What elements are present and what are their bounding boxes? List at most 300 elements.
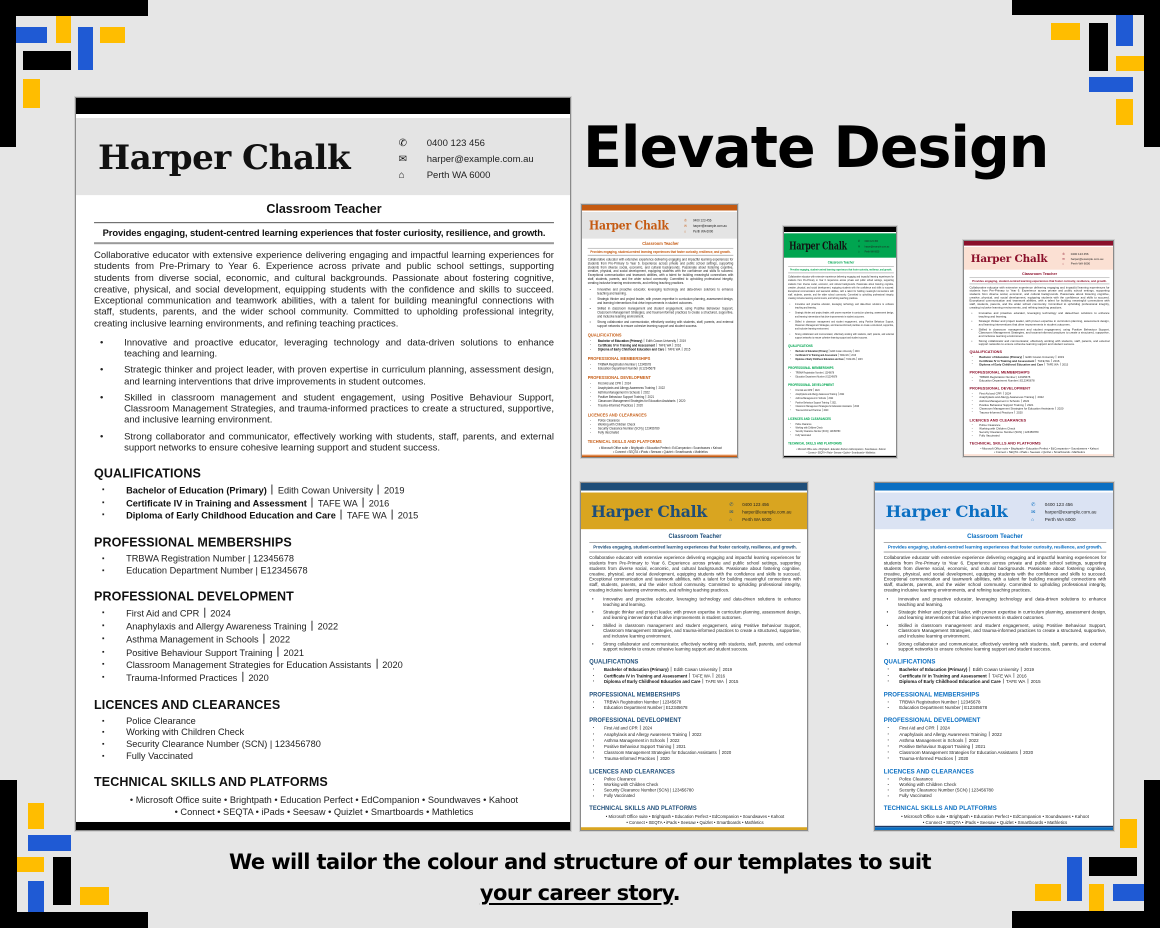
- qualification-item: ▪ Certificate IV in Training and Assessment TAFE WA 2016: [899, 673, 1106, 679]
- resume-role: Classroom Teacher: [642, 241, 679, 246]
- development-item: ▪ Trauma-Informed Practices 2020: [979, 411, 1109, 415]
- licence-item: ▪ Fully Vaccinated: [899, 793, 1106, 799]
- development-item: ▪ Classroom Management Strategies for Education Assistants 2020: [604, 750, 801, 756]
- contact-location: [1031, 516, 1096, 524]
- qualifications-list: [788, 349, 894, 361]
- highlight-item: • Strong collaborator and communicator, effectively working with students, staff, parents, and external support networks to ensure cohesive learning support and student success.: [124, 431, 554, 453]
- section-heading-development: PROFESSIONAL DEVELOPMENT: [969, 386, 1031, 391]
- qualification-item: ▪ Certificate IV in Training and Assessment TAFE WA 2016: [979, 359, 1109, 363]
- skills-list: [884, 815, 1107, 826]
- licence-item: ▪ Working with Children Check: [979, 427, 1109, 430]
- qualification-item: ▪ Diploma of Early Childhood Education and Care TAFE WA 2015: [979, 363, 1109, 367]
- contact-location: [399, 167, 534, 183]
- membership-item: ▪ Education Department Number | E12345678: [899, 705, 1106, 711]
- resume-name: Harper Chalk: [591, 502, 707, 522]
- section-heading-qualifications: QUALIFICATIONS: [969, 349, 1003, 355]
- location-text: Perth WA 6000: [1044, 517, 1076, 523]
- deco-block: [1089, 77, 1133, 92]
- memberships-list: [94, 554, 554, 577]
- home-icon: ⌂: [858, 249, 860, 254]
- resume-summary: Collaborative educator with extensive experience delivering engaging and impactful learning experiences for students from Pre-Primary to Year 6. Experience across private and public school settings, supporting students from diverse social, economic, and cultural backgrounds. Passionate about fostering cognitive, creative, physical, and social development, equipping students with the confidence and skills to succeed. Exceptional communication and teamwork abilities, with a talent for building meaningful connections with staff, students, parents, and the wider school community. Committed to upholding professional integrity, creating inclusive learning environments, and refining teaching practices.: [589, 555, 801, 593]
- resume-summary: Collaborative educator with extensive experience delivering engaging and impactful learning experiences for students from Pre-Primary to Year 6. Experience across private and public school settings, supporting students from diverse social, economic, and cultural backgrounds. Passionate about fostering cognitive, creative, physical, and social development, equipping students with the confidence and skills to succeed. Exceptional communication and teamwork abilities, with a talent for building meaningful connections with staff, students, parents, and the wider school community. Committed to upholding professional integrity, creating inclusive learning environments, and refining teaching practices.: [94, 250, 554, 330]
- section-heading-development: PROFESSIONAL DEVELOPMENT: [883, 716, 981, 724]
- resume-contact: [399, 135, 534, 183]
- highlight-item: • Innovative and proactive educator, leveraging technology and data-driven solutions to enhance teaching and learning.: [898, 597, 1106, 608]
- deco-block: [1113, 884, 1144, 901]
- deco-block: [17, 857, 44, 872]
- development-item: ▪ Anaphylaxis and Allergy Awareness Training 2022: [796, 392, 894, 396]
- membership-item: ▪ Education Department Number | E12345678: [604, 705, 801, 711]
- section-heading-skills: TECHNICAL SKILLS AND PLATFORMS: [788, 441, 842, 446]
- membership-item: ▪ Education Department Number | E12345678: [796, 375, 894, 379]
- resume-name: Harper Chalk: [789, 239, 847, 253]
- phone-text: 0400 123 456: [1070, 252, 1089, 256]
- highlights-list: [94, 337, 554, 453]
- licence-item: ▪ Fully Vaccinated: [598, 431, 733, 435]
- deco-block: [80, 887, 109, 905]
- resume-body: [94, 202, 554, 818]
- resume-summary: Collaborative educator with extensive experience delivering engaging and impactful learning experiences for students from Pre-Primary to Year 6. Experience across private and public school settings, supporting students from diverse social, economic, and cultural backgrounds. Passionate about fostering cognitive, creative, physical, and social development, equipping students with the confidence and skills to succeed. Exceptional communication and teamwork abilities, with a talent for building meaningful connections with staff, students, parents, and the wider school community. Committed to upholding professional integrity, creating inclusive learning environments, and refining teaching practices.: [788, 275, 894, 301]
- licence-item: ▪ Fully Vaccinated: [126, 751, 554, 763]
- section-heading-qualifications: QUALIFICATIONS: [883, 658, 936, 665]
- section-heading-licences: LICENCES AND CLEARANCES: [788, 416, 831, 421]
- resume-tagline: Provides engaging, student-centred learning experiences that foster curiosity, resilience, and growth.: [972, 279, 1107, 283]
- resume-bottom-bar: [784, 456, 897, 458]
- resume-body: [588, 241, 734, 454]
- development-item: ▪ Asthma Management in Schools 2022: [979, 399, 1109, 403]
- licences-list: [588, 419, 734, 435]
- phone-icon: ✆: [684, 218, 687, 223]
- qualification-item: ▪ Bachelor of Education (Primary) Edith Cowan University 2019: [796, 349, 894, 353]
- qualification-item: ▪ Certificate IV in Training and Assessment TAFE WA 2016: [604, 673, 801, 679]
- divider: [884, 552, 1107, 553]
- skills-line: • Microsoft Office suite • Brightpath • Education Perfect • EdCompanion • Soundwaves • Kahoot: [599, 446, 722, 450]
- phone-text: 0400 123 456: [693, 218, 712, 223]
- qualification-item: ▪ Diploma of Early Childhood Education and Care TAFE WA 2015: [604, 679, 801, 685]
- resume-page: [581, 483, 808, 831]
- skills-line: • Microsoft Office suite • Brightpath • Education Perfect • EdCompanion • Soundwaves • Kahoot: [980, 447, 1099, 451]
- qualification-item: ▪ Diploma of Early Childhood Education and Care TAFE WA 2015: [796, 357, 894, 361]
- section-heading-licences: LICENCES AND CLEARANCES: [587, 412, 647, 418]
- footer-period: .: [672, 881, 681, 905]
- deco-block: [28, 803, 44, 829]
- deco-bar: [0, 780, 17, 928]
- development-list: [589, 726, 800, 762]
- resume-contact: [858, 239, 889, 254]
- resume-bottom-bar: [76, 822, 571, 831]
- licence-item: ▪ Security Clearance Number (SCN) | 123456780: [604, 788, 801, 794]
- highlight-item: • Innovative and proactive educator, leveraging technology and data-driven solutions to enhance teaching and learning.: [795, 303, 894, 310]
- skills-list: [969, 447, 1109, 454]
- section-heading-qualifications: QUALIFICATIONS: [94, 466, 201, 481]
- memberships-list: [788, 371, 894, 378]
- highlights-list: [589, 597, 800, 652]
- highlight-item: • Skilled in classroom management and student engagement, using Positive Behaviour Support, Classroom Management Strategies, and trauma-informed practices to create a structured, supportive, and inclusive learning environment.: [979, 328, 1110, 338]
- deco-block: [28, 881, 44, 912]
- development-item: ▪ Positive Behaviour Support Training 2021: [979, 403, 1109, 407]
- qualifications-list: [969, 355, 1109, 366]
- development-item: ▪ Trauma-Informed Practices 2020: [604, 756, 801, 762]
- licence-item: ▪ Working with Children Check: [126, 727, 554, 739]
- resume-preview-maroon[interactable]: [963, 240, 1114, 457]
- home-icon: ⌂: [1031, 517, 1035, 523]
- licence-item: ▪ Police Clearance: [979, 424, 1109, 427]
- qualification-item: ▪ Certificate IV in Training and Assessment TAFE WA 2016: [126, 497, 554, 510]
- development-item: ▪ Trauma-Informed Practices 2020: [126, 672, 554, 685]
- resume-role: Classroom Teacher: [967, 532, 1023, 540]
- highlight-item: • Strategic thinker and project leader, with proven expertise in curriculum planning, assessment design, and learning interventions that drive improvements in student outcomes.: [124, 365, 554, 387]
- phone-text: 0400 123 456: [742, 501, 769, 508]
- home-icon: ⌂: [729, 517, 733, 523]
- resume-role: Classroom Teacher: [266, 202, 382, 217]
- licences-list: [969, 424, 1109, 438]
- deco-block: [78, 27, 93, 70]
- development-item: ▪ Positive Behaviour Support Training 2021: [899, 744, 1106, 750]
- resume-preview-green[interactable]: [783, 226, 897, 458]
- skills-line: • Connect • SEQTA • iPads • Seesaw • Quizlet • Smartboards • Mathletics: [922, 820, 1068, 825]
- contact-email: [729, 508, 791, 516]
- development-item: ▪ Anaphylaxis and Allergy Awareness Training 2022: [979, 396, 1109, 400]
- section-heading-skills: TECHNICAL SKILLS AND PLATFORMS: [969, 441, 1041, 446]
- email-icon: ✉: [684, 224, 687, 229]
- phone-icon: ✆: [1031, 501, 1036, 508]
- resume-summary: Collaborative educator with extensive experience delivering engaging and impactful learning experiences for students from Pre-Primary to Year 6. Experience across private and public school settings, supporting students from diverse social, economic, and cultural backgrounds. Passionate about fostering cognitive, creative, physical, and social development, equipping students with the confidence and skills to succeed. Exceptional communication and teamwork abilities, with a talent for building meaningful connections with staff, students, parents, and the wider school community. Committed to upholding professional integrity, creating inclusive learning environments, and refining teaching practices.: [969, 285, 1110, 310]
- section-heading-development: PROFESSIONAL DEVELOPMENT: [589, 716, 682, 724]
- licence-item: ▪ Security Clearance Number (SCN) | 123456780: [899, 788, 1106, 794]
- home-icon: ⌂: [684, 229, 687, 234]
- qualification-item: ▪ Diploma of Early Childhood Education and Care TAFE WA 2015: [126, 510, 554, 523]
- email-icon: ✉: [1062, 257, 1065, 261]
- phone-icon: ✆: [1062, 252, 1065, 256]
- email-icon: ✉: [398, 153, 408, 165]
- development-item: ▪ Classroom Management Strategies for Education Assistants 2020: [598, 399, 733, 403]
- resume-contact: [729, 501, 791, 524]
- resume-summary: Collaborative educator with extensive experience delivering engaging and impactful learning experiences for students from Pre-Primary to Year 6. Experience across private and public school settings, supporting students from diverse social, economic, and cultural backgrounds. Passionate about fostering cognitive, creative, physical, and social development, equipping students with the confidence and skills to succeed. Exceptional communication and teamwork abilities, with a talent for building meaningful connections with staff, students, parents, and the wider school community. Committed to upholding professional integrity, creating inclusive learning environments, and refining teaching practices.: [587, 257, 734, 285]
- development-item: ▪ Positive Behaviour Support Training 2021: [598, 395, 733, 399]
- licence-item: ▪ Security Clearance Number (SCN) | 123456780: [598, 427, 733, 431]
- highlight-item: • Innovative and proactive educator, leveraging technology and data-driven solutions to enhance teaching and learning.: [603, 597, 801, 608]
- contact-location: [729, 516, 791, 524]
- development-list: [94, 608, 554, 684]
- highlight-item: • Strategic thinker and project leader, with proven expertise in curriculum planning, assessment design, and learning interventions that drive improvements in student outcomes.: [979, 320, 1110, 327]
- email-text: harper@example.com.au: [693, 224, 727, 229]
- resume-preview-blue[interactable]: [874, 482, 1114, 831]
- resume-name: Harper Chalk: [970, 252, 1048, 265]
- section-heading-development: PROFESSIONAL DEVELOPMENT: [94, 590, 294, 605]
- highlight-item: • Skilled in classroom management and student engagement, using Positive Behaviour Support, Classroom Management Strategies, and trauma-informed practices to create a structured, supportive, and inclusive learning environment.: [898, 623, 1106, 639]
- contact-location: [858, 249, 889, 254]
- development-item: ▪ Anaphylaxis and Allergy Awareness Training 2022: [899, 732, 1106, 738]
- phone-text: 0400 123 456: [1044, 501, 1073, 508]
- section-heading-memberships: PROFESSIONAL MEMBERSHIPS: [883, 691, 980, 698]
- resume-tagline: Provides engaging, student-centred learning experiences that foster curiosity, resilience, and growth.: [590, 249, 731, 254]
- development-item: ▪ Positive Behaviour Support Training 2021: [604, 744, 801, 750]
- resume-name: Harper Chalk: [885, 502, 1008, 522]
- resume-tagline: Provides engaging, student-centred learning experiences that foster curiosity, resilience, and growth.: [593, 544, 797, 550]
- skills-line: • Connect • SEQTA • iPads • Seesaw • Quizlet • Smartboards • Mathletics: [994, 450, 1085, 454]
- resume-bottom-bar: [581, 827, 808, 831]
- development-item: ▪ Asthma Management in Schools 2022: [899, 738, 1106, 744]
- deco-bar: [0, 912, 148, 928]
- location-text: Perth WA 6000: [693, 229, 714, 234]
- development-item: ▪ Trauma-Informed Practices 2020: [598, 404, 733, 408]
- section-heading-licences: LICENCES AND CLEARANCES: [969, 418, 1027, 423]
- resume-page: [582, 205, 738, 458]
- resume-contact: [684, 218, 727, 235]
- skills-line: • Microsoft Office suite • Brightpath • Education Perfect • EdCompanion • Soundwaves • Kahoot: [901, 814, 1089, 820]
- resume-role: Classroom Teacher: [827, 259, 855, 265]
- licence-item: ▪ Working with Children Check: [598, 423, 733, 427]
- resume-page: [964, 241, 1114, 457]
- development-item: ▪ First Aid and CPR 2024: [126, 608, 554, 621]
- highlights-list: [588, 288, 734, 328]
- contact-email: [399, 151, 534, 167]
- highlight-item: • Skilled in classroom management and student engagement, using Positive Behaviour Support, Classroom Management Strategies, and trauma-informed practices to create a structured, supportive, and inclusive learning environment.: [597, 307, 733, 319]
- section-heading-licences: LICENCES AND CLEARANCES: [94, 697, 281, 712]
- highlights-list: [788, 303, 894, 340]
- skills-line: • Connect • SEQTA • iPads • Seesaw • Quizlet • Smartboards • Mathletics: [613, 450, 708, 454]
- highlight-item: • Skilled in classroom management and student engagement, using Positive Behaviour Support, Classroom Management Strategies, and trauma-informed practices to create a structured, supportive, and inclusive learning environment.: [603, 623, 801, 639]
- section-heading-memberships: PROFESSIONAL MEMBERSHIPS: [94, 535, 292, 550]
- skills-line: • Connect • SEQTA • iPads • Seesaw • Quizlet • Smartboards • Mathletics: [174, 806, 474, 817]
- email-icon: ✉: [729, 509, 734, 515]
- phone-icon: ✆: [858, 239, 861, 243]
- skills-line: • Microsoft Office suite • Brightpath • Education Perfect • EdCompanion • Soundwaves • Kahoot: [129, 795, 519, 806]
- licence-item: ▪ Police Clearance: [598, 419, 733, 423]
- deco-block: [1051, 23, 1080, 40]
- email-text: harper@example.com.au: [742, 509, 792, 515]
- development-item: ▪ Positive Behaviour Support Training 2021: [126, 646, 554, 659]
- email-text: harper@example.com.au: [426, 153, 534, 165]
- resume-name: Harper Chalk: [98, 138, 351, 179]
- licence-item: ▪ Police Clearance: [796, 422, 894, 426]
- membership-item: ▪ TRBWA Registration Number | 12345678: [899, 700, 1106, 706]
- section-heading-licences: LICENCES AND CLEARANCES: [589, 768, 675, 775]
- resume-preview-orange[interactable]: [581, 204, 738, 458]
- development-item: ▪ Asthma Management in Schools 2022: [604, 738, 801, 744]
- highlight-item: • Strong collaborator and communicator, effectively working with students, staff, parents, and external support networks to ensure cohesive learning support and student success.: [795, 332, 894, 339]
- highlight-item: • Strong collaborator and communicator, effectively working with students, staff, parents, and external support networks to ensure cohesive learning support and student success.: [597, 320, 733, 328]
- contact-phone: [399, 135, 534, 151]
- highlight-item: • Innovative and proactive educator, leveraging technology and data-driven solutions to enhance teaching and learning.: [597, 288, 733, 296]
- footer-tagline: We will tailor the colour and structure of our templates to suit: [229, 850, 931, 874]
- deco-bar: [1012, 911, 1160, 928]
- development-item: ▪ Anaphylaxis and Allergy Awareness Training 2022: [598, 386, 733, 390]
- section-heading-skills: TECHNICAL SKILLS AND PLATFORMS: [589, 805, 697, 812]
- deco-block: [1116, 56, 1144, 71]
- deco-block: [100, 27, 125, 43]
- memberships-list: [588, 363, 734, 371]
- licence-item: ▪ Security Clearance Number (SCN) | 123456780: [126, 739, 554, 751]
- highlight-item: • Strategic thinker and project leader, with proven expertise in curriculum planning, assessment design, and learning interventions that drive improvements in student outcomes.: [898, 610, 1106, 621]
- deco-block: [1116, 99, 1133, 125]
- qualification-item: ▪ Bachelor of Education (Primary) Edith Cowan University 2019: [604, 667, 801, 673]
- section-heading-skills: TECHNICAL SKILLS AND PLATFORMS: [94, 775, 328, 790]
- development-item: ▪ Positive Behaviour Support Training 2021: [796, 400, 894, 404]
- divider: [788, 273, 894, 274]
- qualifications-list: [588, 339, 734, 352]
- development-item: ▪ Asthma Management in Schools 2022: [126, 634, 554, 647]
- contact-location: [684, 229, 727, 235]
- licence-item: ▪ Security Clearance Number (SCN) | 123456780: [796, 430, 894, 434]
- development-list: [588, 382, 734, 408]
- licences-list: [884, 777, 1107, 799]
- home-icon: ⌂: [398, 169, 405, 181]
- skills-list: [589, 815, 800, 826]
- licences-list: [788, 422, 894, 437]
- section-heading-development: PROFESSIONAL DEVELOPMENT: [587, 375, 651, 381]
- divider: [588, 255, 734, 256]
- deco-block: [1116, 15, 1133, 46]
- membership-item: ▪ TRBWA Registration Number | 12345678: [126, 554, 554, 566]
- resume-bottom-bar: [875, 827, 1114, 831]
- development-item: ▪ Classroom Management Strategies for Education Assistants 2020: [796, 404, 894, 408]
- resume-body: [589, 533, 800, 826]
- deco-block: [53, 857, 71, 905]
- licence-item: ▪ Security Clearance Number (SCN) | 123456780: [979, 430, 1109, 433]
- deco-block: [1120, 819, 1137, 848]
- licence-item: ▪ Police Clearance: [126, 715, 554, 727]
- resume-top-bar: [581, 483, 808, 491]
- qualification-item: ▪ Certificate IV in Training and Assessment TAFE WA 2016: [796, 353, 894, 357]
- qualification-item: ▪ Bachelor of Education (Primary) Edith Cowan University 2019: [899, 667, 1106, 673]
- divider: [969, 284, 1109, 285]
- divider: [589, 552, 800, 553]
- highlight-item: • Skilled in classroom management and student engagement, using Positive Behaviour Support, Classroom Management Strategies, and trauma-informed practices to create a structured, supportive, and inclusive learning environment.: [124, 392, 554, 426]
- resume-tagline: Provides engaging, student-centred learning experiences that foster curiosity, resilience, and growth.: [102, 227, 546, 239]
- highlight-item: • Innovative and proactive educator, leveraging technology and data-driven solutions to enhance teaching and learning.: [124, 337, 554, 359]
- deco-block: [1067, 857, 1082, 901]
- deco-block: [28, 835, 71, 851]
- deco-bar: [1144, 0, 1160, 147]
- development-item: ▪ First Aid and CPR 2024: [604, 726, 801, 732]
- deco-bar: [0, 0, 148, 16]
- divider: [94, 242, 554, 244]
- divider: [94, 222, 554, 223]
- highlight-item: • Strategic thinker and project leader, with proven expertise in curriculum planning, assessment design, and learning interventions that drive improvements in student outcomes.: [597, 297, 733, 305]
- resume-bottom-bar: [964, 455, 1114, 457]
- phone-icon: ✆: [398, 137, 408, 149]
- home-icon: ⌂: [1062, 262, 1065, 266]
- highlight-item: • Skilled in classroom management and student engagement, using Positive Behaviour Support, Classroom Management Strategies, and trauma-informed practices to create a structured, supportive, and inclusive learning environment.: [795, 320, 894, 331]
- phone-icon: ✆: [729, 501, 734, 508]
- development-item: ▪ Classroom Management Strategies for Education Assistants 2020: [979, 407, 1109, 411]
- licence-item: ▪ Fully Vaccinated: [796, 433, 894, 437]
- skills-list: [788, 447, 894, 454]
- section-heading-qualifications: QUALIFICATIONS: [587, 332, 622, 338]
- membership-item: ▪ TRBWA Registration Number | 12345678: [598, 363, 733, 367]
- location-text: Perth WA 6000: [742, 517, 772, 523]
- development-item: ▪ First Aid and CPR 2024: [598, 382, 733, 386]
- development-item: ▪ Asthma Management in Schools 2022: [598, 390, 733, 394]
- location-text: Perth WA 6000: [426, 169, 491, 181]
- resume-top-bar: [875, 483, 1114, 491]
- resume-page: [875, 483, 1114, 831]
- qualifications-list: [589, 667, 800, 685]
- highlight-item: • Strong collaborator and communicator, effectively working with students, staff, parents, and external support networks to ensure cohesive learning support and student success.: [603, 641, 801, 652]
- section-heading-licences: LICENCES AND CLEARANCES: [883, 768, 974, 775]
- qualification-item: ▪ Diploma of Early Childhood Education and Care TAFE WA 2015: [899, 679, 1106, 685]
- resume-preview-main-black[interactable]: [75, 97, 571, 831]
- membership-item: ▪ TRBWA Registration Number | 12345678: [979, 376, 1109, 379]
- development-item: ▪ Classroom Management Strategies for Education Assistants 2020: [126, 659, 554, 672]
- development-item: ▪ Anaphylaxis and Allergy Awareness Training 2022: [604, 732, 801, 738]
- deco-block: [56, 16, 71, 43]
- skills-line: • Connect • SEQTA • iPads • Seesaw • Quizlet • Smartboards • Mathletics: [626, 820, 764, 825]
- development-list: [884, 726, 1107, 762]
- development-item: ▪ Trauma-Informed Practices 2020: [899, 756, 1106, 762]
- career-story-link[interactable]: your career story: [479, 881, 673, 905]
- section-heading-development: PROFESSIONAL DEVELOPMENT: [788, 382, 835, 387]
- resume-page: [76, 98, 571, 831]
- resume-bottom-bar: [582, 456, 738, 458]
- qualifications-list: [884, 667, 1107, 685]
- resume-role: Classroom Teacher: [1021, 271, 1058, 276]
- development-item: ▪ First Aid and CPR 2024: [899, 726, 1106, 732]
- highlight-item: • Strategic thinker and project leader, with proven expertise in curriculum planning, assessment design, and learning interventions that drive improvements in student outcomes.: [603, 610, 801, 621]
- resume-contact: [1062, 252, 1103, 266]
- licences-list: [94, 715, 554, 762]
- qualification-item: ▪ Diploma of Early Childhood Education and Care TAFE WA 2015: [598, 348, 733, 352]
- development-list: [969, 392, 1109, 415]
- licence-item: ▪ Police Clearance: [899, 777, 1106, 783]
- email-text: harper@example.com.au: [1070, 257, 1104, 261]
- skills-line: • Microsoft Office suite • Brightpath • Education Perfect • EdCompanion • Soundwaves • Kahoot: [605, 814, 785, 820]
- section-heading-memberships: PROFESSIONAL MEMBERSHIPS: [969, 370, 1030, 375]
- licences-list: [589, 777, 800, 799]
- footer-tagline-line2: [120, 881, 1040, 905]
- headline-title: Elevate Design: [583, 115, 1049, 181]
- deco-block: [23, 79, 40, 108]
- section-heading-memberships: PROFESSIONAL MEMBERSHIPS: [587, 356, 651, 362]
- email-icon: ✉: [858, 244, 861, 249]
- email-icon: ✉: [1031, 509, 1036, 515]
- qualification-item: ▪ Bachelor of Education (Primary) Edith Cowan University 2019: [126, 484, 554, 497]
- phone-text: 0400 123 456: [426, 137, 485, 149]
- deco-bar: [0, 0, 16, 147]
- resume-top-bar: [76, 98, 571, 114]
- licence-item: ▪ Working with Children Check: [899, 782, 1106, 788]
- memberships-list: [884, 700, 1107, 711]
- resume-preview-gold-navy[interactable]: [580, 482, 808, 831]
- development-list: [788, 388, 894, 412]
- location-text: Perth WA 6000: [1070, 262, 1091, 266]
- deco-block: [1089, 884, 1104, 911]
- section-heading-qualifications: QUALIFICATIONS: [788, 343, 813, 348]
- licence-item: ▪ Fully Vaccinated: [979, 434, 1109, 437]
- licence-item: ▪ Fully Vaccinated: [604, 793, 801, 799]
- skills-list: [588, 446, 734, 454]
- resume-body: [788, 260, 894, 455]
- licence-item: ▪ Police Clearance: [604, 777, 801, 783]
- email-text: harper@example.com.au: [864, 244, 890, 249]
- memberships-list: [589, 700, 800, 711]
- membership-item: ▪ TRBWA Registration Number | 12345678: [796, 371, 894, 375]
- skills-list: [94, 795, 554, 818]
- qualification-item: ▪ Bachelor of Education (Primary) Edith Cowan University 2019: [598, 339, 733, 343]
- qualification-item: ▪ Bachelor of Education (Primary) Edith Cowan University 2019: [979, 355, 1109, 359]
- qualifications-list: [94, 484, 554, 522]
- resume-page: [784, 227, 897, 458]
- skills-line: • Microsoft Office suite • Brightpath • Education Perfect • EdCompanion • Soundwaves • Kahoot: [796, 447, 886, 451]
- deco-block: [23, 51, 71, 70]
- location-text: Perth WA 6000: [864, 249, 880, 254]
- licence-item: ▪ Working with Children Check: [796, 426, 894, 430]
- highlights-list: [884, 597, 1107, 652]
- section-heading-memberships: PROFESSIONAL MEMBERSHIPS: [788, 365, 834, 370]
- resume-role: Classroom Teacher: [668, 532, 722, 540]
- highlights-list: [969, 312, 1109, 346]
